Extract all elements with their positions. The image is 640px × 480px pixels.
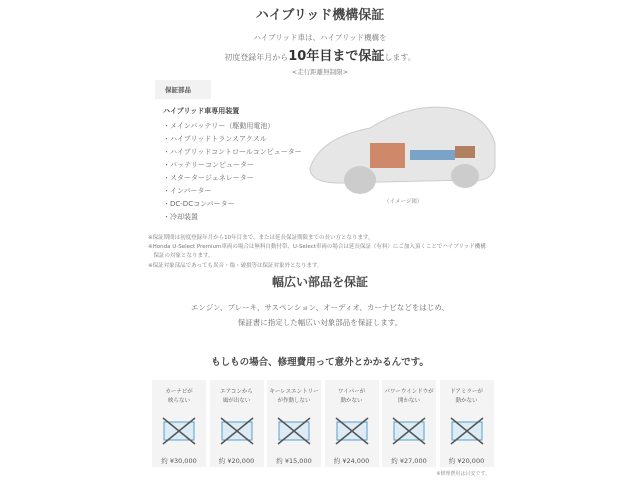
parts-item: ・スタータージェネレーター [163, 174, 254, 182]
car-navi-icon [161, 416, 197, 446]
repair-case-card [267, 380, 321, 467]
intro-line3: <走行距離無制限> [291, 68, 349, 76]
parts-item: ・DC-DCコンバーター [163, 200, 235, 208]
parts-label: 保証部品 [155, 80, 211, 99]
parts-item: ・冷却装置 [163, 213, 198, 221]
parts-item: ・メインバッテリー（駆動用電池） [163, 122, 275, 130]
case-label-line1: キーレスエントリー [269, 389, 319, 395]
hybrid-car-image [300, 88, 500, 198]
case-label-line2: 動かない [340, 398, 363, 404]
case-label-line1: エアコンから [220, 389, 253, 395]
repair-case-card [382, 380, 436, 467]
case-label [325, 388, 379, 408]
door-mirror-icon [449, 416, 485, 446]
case-price: 約 ¥30,000 [161, 457, 197, 465]
case-label-line2: 映らない [167, 398, 190, 404]
note: 保証の対象となります。 [148, 253, 214, 259]
case-price: 約 ¥27,000 [391, 457, 427, 465]
case-label [382, 388, 436, 408]
wide-line1: エンジン、ブレーキ、サスペンション、オーディオ、カーナビなどをはじめ、 [190, 303, 450, 312]
cases-heading: もしもの場合、修理費用って意外とかかるんです。 [211, 357, 429, 368]
repair-case-card [210, 380, 264, 467]
parts-item: ・ハイブリッドトランスアクスル [163, 135, 267, 143]
case-label-line2: 風が出ない [222, 398, 251, 404]
wide-heading: 幅広い部品を保証 [271, 275, 368, 289]
intro-post: します。 [384, 53, 416, 62]
case-label-line1: カーナビが [165, 389, 193, 395]
case-label-line1: ワイパーが [337, 389, 366, 395]
wide-line2: 保証書に指定した幅広い対象部品を保証します。 [237, 318, 403, 327]
parts-item: ・インバーター [163, 187, 212, 195]
intro-line1: ハイブリッド車は、ハイブリッド機構を [253, 33, 387, 42]
parts-item: ・ハイブリッドコントロールコンピューター [163, 148, 302, 156]
parts-item: ・バッテリーコンピューター [163, 161, 254, 169]
parts-heading: ハイブリッド車専用装置 [163, 107, 240, 115]
repair-case-card [325, 380, 379, 467]
page-title: ハイブリッド機構保証 [255, 8, 385, 23]
case-label-line2: が作動しない [277, 398, 311, 404]
case-label-line2: 開かない [397, 398, 420, 404]
case-price: 約 ¥20,000 [218, 457, 255, 465]
image-caption: （イメージ図） [384, 199, 423, 205]
power-window-icon [391, 416, 427, 446]
intro-bold: 10年目まで保証 [288, 49, 385, 64]
case-label-line1: ドアミラーが [450, 389, 483, 395]
case-label [440, 388, 494, 408]
keyless-remote-icon [276, 416, 312, 446]
note: ※保証対象部品であっても異音・傷・破損等は保証対象外となります。 [148, 263, 323, 269]
case-label-line2: 動かない [455, 398, 478, 404]
case-label-line1: パワーウインドウが [384, 389, 434, 395]
cases-footnote: ※修理費用は目安です。 [436, 471, 490, 477]
case-label [152, 388, 206, 408]
wiper-icon [334, 416, 370, 446]
case-price: 約 ¥24,000 [333, 457, 370, 465]
case-label [210, 388, 264, 408]
case-label [267, 388, 321, 408]
intro-pre: 初度登録年月から [224, 53, 289, 62]
note: ※Honda U-Select Premium車両の場合は無料自動付帯、U-Select車両の場合は延長保証（有料）にご加入頂くことでハイブリッド機構 [148, 244, 486, 250]
intro-line2 [0, 45, 640, 64]
note: ※保証期間は初度登録年月から10年目まで、または延長保証期限までの長い方となります。 [148, 235, 374, 241]
repair-case-card [152, 380, 206, 467]
case-price: 約 ¥20,000 [448, 457, 485, 465]
case-price: 約 ¥15,000 [276, 457, 312, 465]
repair-case-card [440, 380, 494, 467]
air-conditioner-icon [219, 416, 255, 446]
